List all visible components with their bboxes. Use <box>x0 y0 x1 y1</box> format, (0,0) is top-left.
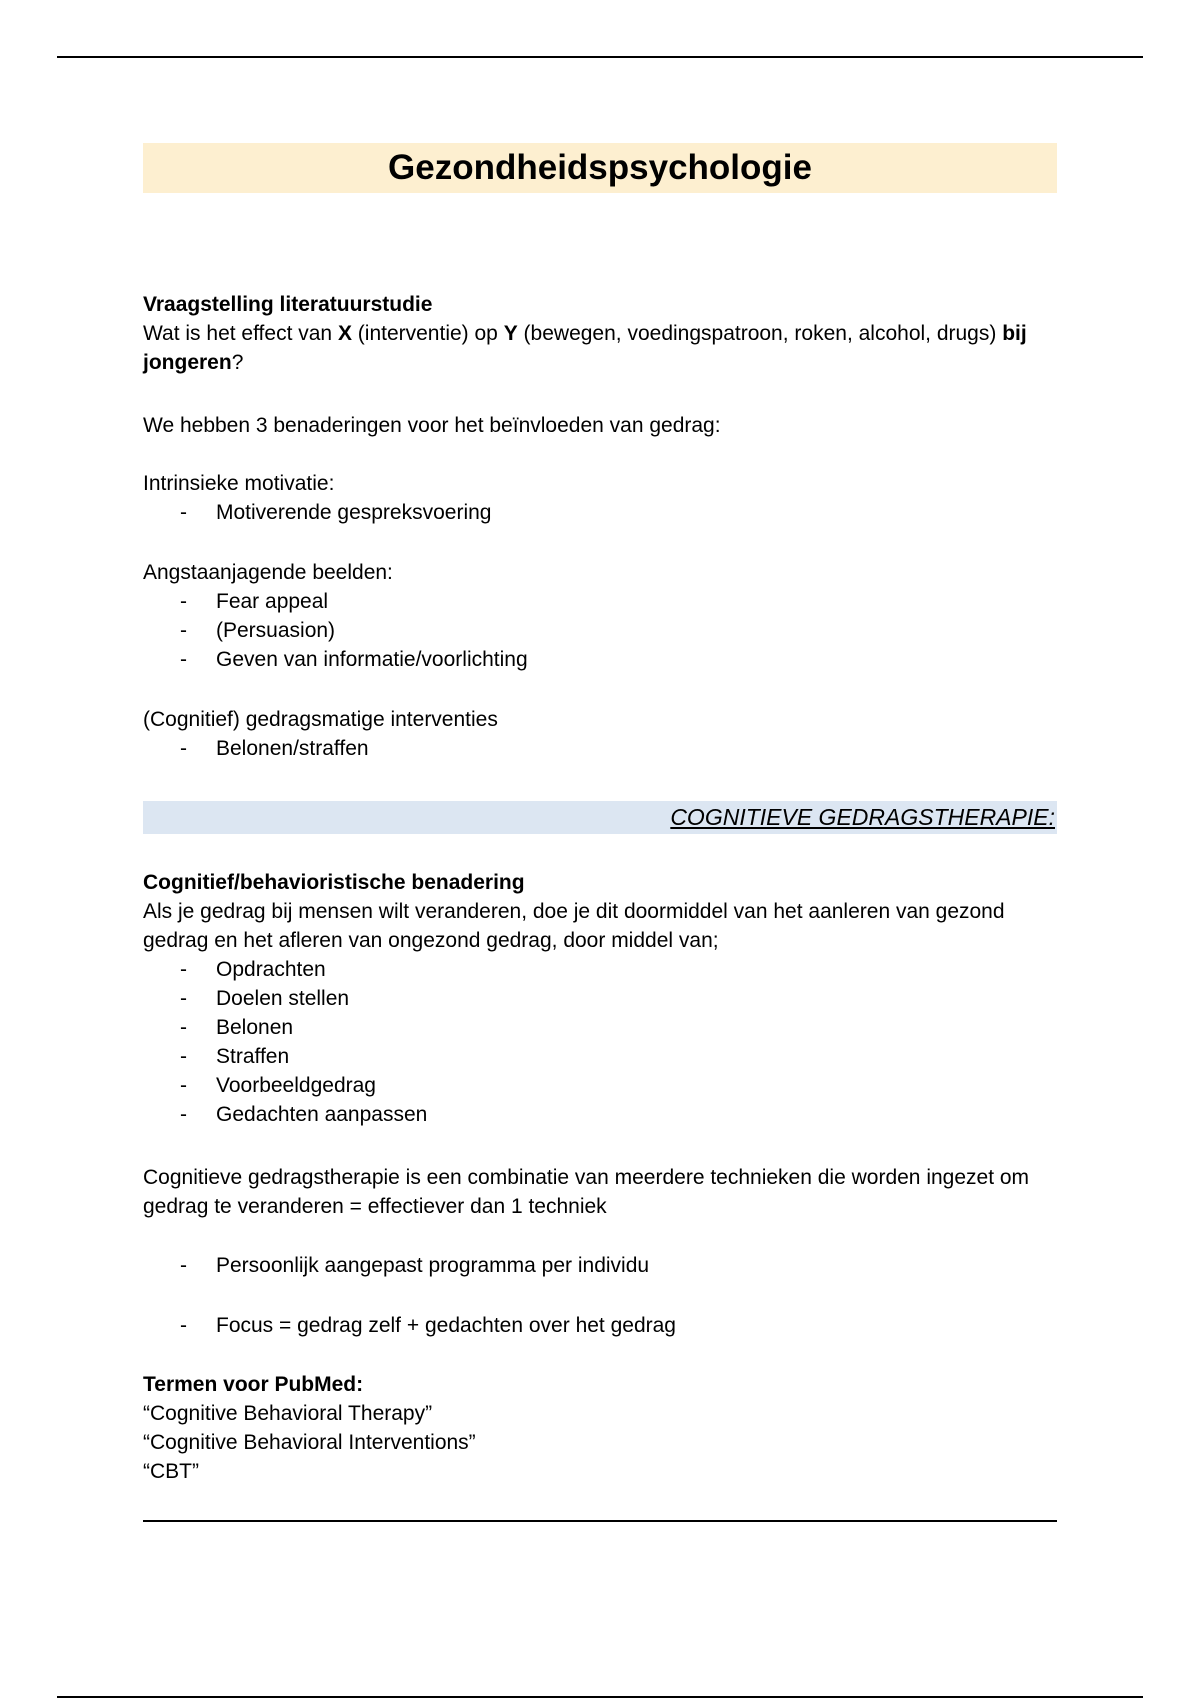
content-end-rule <box>143 1520 1057 1522</box>
cbt-heading: Cognitief/behavioristische benadering <box>143 871 525 894</box>
pubmed-term: “Cognitive Behavioral Therapy” <box>143 1402 433 1425</box>
pubmed-block <box>143 1370 1057 1486</box>
cbt-point-2 <box>143 1311 1057 1340</box>
list-item: - Geven van informatie/voorlichting <box>180 648 528 671</box>
list-item: - Voorbeeldgedrag <box>180 1074 376 1097</box>
cbt-combination-text: Cognitieve gedragstherapie is een combinatie van meerdere technieken die worden ingezet om gedrag te veranderen = effectiever dan 1 techniek <box>143 1166 1030 1218</box>
cbt-block <box>143 868 1057 1129</box>
bottom-page-rule <box>57 1696 1143 1698</box>
cbt-point-1 <box>143 1251 1057 1280</box>
approach-label: (Cognitief) gedragsmatige interventies <box>143 708 498 731</box>
list-item: - Focus = gedrag zelf + gedachten over het gedrag <box>180 1314 676 1337</box>
list-item: - Motiverende gespreksvoering <box>180 501 492 524</box>
list-item: - Belonen <box>180 1016 294 1039</box>
page-title: Gezondheidspsychologie <box>388 148 812 187</box>
list-item: - Belonen/straffen <box>180 737 369 760</box>
list-item: - Fear appeal <box>180 590 329 613</box>
section-banner <box>143 801 1057 834</box>
question-heading: Vraagstelling literatuurstudie <box>143 293 433 316</box>
question-text: Wat is het effect van X (interventie) op Y (bewegen, voedingspatroon, roken, alcohol, drugs) bij jongeren? <box>143 322 1027 374</box>
intro-text: We hebben 3 benaderingen voor het beïnvloeden van gedrag: <box>143 414 721 437</box>
list-item: - Doelen stellen <box>180 987 350 1010</box>
list-item: - Gedachten aanpassen <box>180 1103 428 1126</box>
list-item: - Persoonlijk aangepast programma per individu <box>180 1254 650 1277</box>
approach-list <box>143 587 1057 674</box>
approach-list <box>143 734 1057 763</box>
cbt-text: Als je gedrag bij mensen wilt veranderen, doe je dit doormiddel van het aanleren van gezond gedrag en het afleren van ongezond gedrag, door middel van; <box>143 900 1005 952</box>
section-title: COGNITIEVE GEDRAGSTHERAPIE: <box>670 804 1055 830</box>
approach-intrinsic <box>143 469 1057 527</box>
pubmed-heading: Termen voor PubMed: <box>143 1373 364 1396</box>
title-banner <box>143 143 1057 193</box>
question-block <box>143 290 1057 377</box>
list-item: - Straffen <box>180 1045 290 1068</box>
approach-fear <box>143 558 1057 674</box>
approach-list <box>143 498 1057 527</box>
approach-behavioral <box>143 705 1057 763</box>
pubmed-term: “CBT” <box>143 1460 199 1483</box>
approach-label: Angstaanjagende beelden: <box>143 561 393 584</box>
top-page-rule <box>57 56 1143 58</box>
pubmed-term: “Cognitive Behavioral Interventions” <box>143 1431 476 1454</box>
list-item: - Opdrachten <box>180 958 326 981</box>
list-item: - (Persuasion) <box>180 619 336 642</box>
cbt-list <box>143 955 1057 1129</box>
approach-label: Intrinsieke motivatie: <box>143 472 335 495</box>
